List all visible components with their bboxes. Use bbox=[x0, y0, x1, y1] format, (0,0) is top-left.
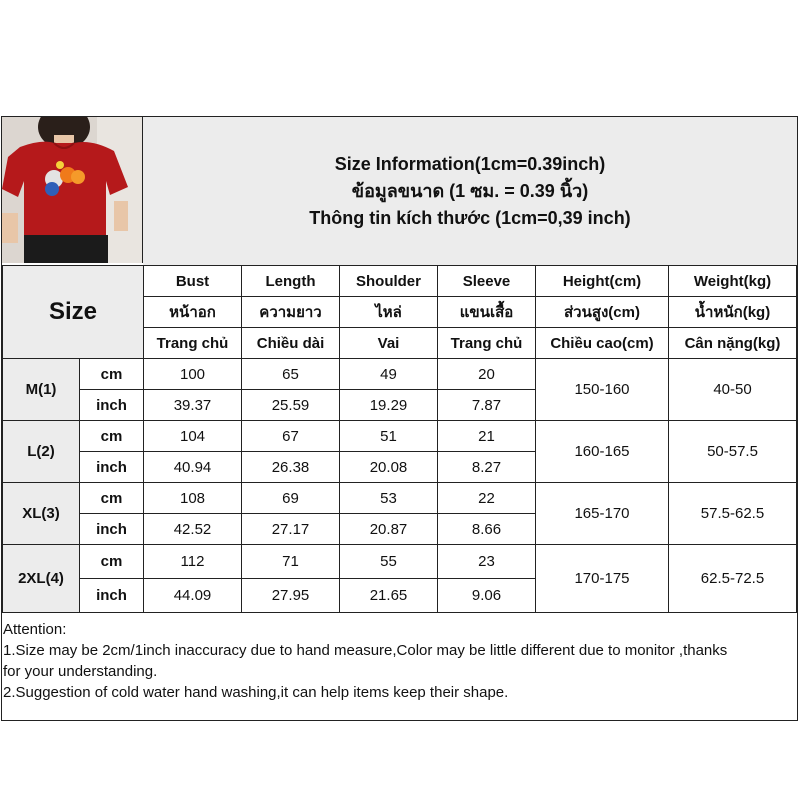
col-weight-vi: Cân nặng(kg) bbox=[669, 328, 797, 359]
col-shoulder-vi: Vai bbox=[340, 328, 438, 359]
l-shoulder-inch: 20.08 bbox=[340, 452, 438, 483]
header-title-en: Size Information(1cm=0.39inch) bbox=[334, 153, 606, 174]
2xl-bust-inch: 44.09 bbox=[144, 579, 242, 613]
unit-cm: cm bbox=[80, 545, 144, 579]
size-2xl-label: 2XL(4) bbox=[3, 545, 80, 613]
xl-sleeve-cm: 22 bbox=[438, 483, 536, 514]
m-shoulder-inch: 19.29 bbox=[340, 390, 438, 421]
m-sleeve-cm: 20 bbox=[438, 359, 536, 390]
size-xl-label: XL(3) bbox=[3, 483, 80, 545]
l-shoulder-cm: 51 bbox=[340, 421, 438, 452]
2xl-sleeve-inch: 9.06 bbox=[438, 579, 536, 613]
l-sleeve-inch: 8.27 bbox=[438, 452, 536, 483]
xl-height: 165-170 bbox=[536, 483, 669, 545]
2xl-length-inch: 27.95 bbox=[242, 579, 340, 613]
xl-shoulder-cm: 53 bbox=[340, 483, 438, 514]
size-l-label: L(2) bbox=[3, 421, 80, 483]
unit-inch: inch bbox=[80, 390, 144, 421]
col-sleeve-vi: Trang chủ bbox=[438, 328, 536, 359]
col-length-vi: Chiều dài bbox=[242, 328, 340, 359]
l-length-inch: 26.38 bbox=[242, 452, 340, 483]
2xl-sleeve-cm: 23 bbox=[438, 545, 536, 579]
attention-notes bbox=[3, 619, 797, 703]
col-bust-th: หน้าอก bbox=[144, 297, 242, 328]
m-bust-inch: 39.37 bbox=[144, 390, 242, 421]
unit-cm: cm bbox=[80, 483, 144, 514]
m-sleeve-inch: 7.87 bbox=[438, 390, 536, 421]
col-weight-en: Weight(kg) bbox=[669, 266, 797, 297]
size-table bbox=[2, 265, 797, 613]
notes-line-2: 2.Suggestion of cold water hand washing,it can help items keep their shape. bbox=[3, 684, 509, 701]
xl-bust-inch: 42.52 bbox=[144, 514, 242, 545]
l-length-cm: 67 bbox=[242, 421, 340, 452]
size-info-header bbox=[143, 117, 797, 265]
m-weight: 40-50 bbox=[669, 359, 797, 421]
col-sleeve-th: แขนเสื้อ bbox=[438, 297, 536, 328]
xl-length-inch: 27.17 bbox=[242, 514, 340, 545]
col-length-en: Length bbox=[242, 266, 340, 297]
col-height-en: Height(cm) bbox=[536, 266, 669, 297]
col-length-th: ความยาว bbox=[242, 297, 340, 328]
2xl-bust-cm: 112 bbox=[144, 545, 242, 579]
m-length-cm: 65 bbox=[242, 359, 340, 390]
unit-cm: cm bbox=[80, 421, 144, 452]
col-bust-vi: Trang chủ bbox=[144, 328, 242, 359]
col-weight-th: น้ำหนัก(kg) bbox=[669, 297, 797, 328]
l-sleeve-cm: 21 bbox=[438, 421, 536, 452]
col-height-th: ส่วนสูง(cm) bbox=[536, 297, 669, 328]
header-title-th: ข้อมูลขนาด (1 ซม. = 0.39 นิ้ว) bbox=[351, 180, 589, 201]
col-height-vi: Chiều cao(cm) bbox=[536, 328, 669, 359]
2xl-weight: 62.5-72.5 bbox=[669, 545, 797, 613]
notes-line-1: 1.Size may be 2cm/1inch inaccuracy due to hand measure,Color may be little different due to monitor ,thanks bbox=[3, 642, 728, 659]
l-bust-inch: 40.94 bbox=[144, 452, 242, 483]
2xl-height: 170-175 bbox=[536, 545, 669, 613]
xl-shoulder-inch: 20.87 bbox=[340, 514, 438, 545]
size-header: Size bbox=[3, 266, 144, 359]
xl-weight: 57.5-62.5 bbox=[669, 483, 797, 545]
col-sleeve-en: Sleeve bbox=[438, 266, 536, 297]
unit-inch: inch bbox=[80, 514, 144, 545]
model-shirt-illustration bbox=[2, 117, 142, 263]
notes-line-1-cont: for your understanding. bbox=[3, 663, 158, 680]
col-shoulder-en: Shoulder bbox=[340, 266, 438, 297]
m-length-inch: 25.59 bbox=[242, 390, 340, 421]
unit-cm: cm bbox=[80, 359, 144, 390]
xl-sleeve-inch: 8.66 bbox=[438, 514, 536, 545]
col-shoulder-th: ไหล่ bbox=[340, 297, 438, 328]
product-photo bbox=[2, 117, 143, 263]
xl-length-cm: 69 bbox=[242, 483, 340, 514]
unit-inch: inch bbox=[80, 579, 144, 613]
2xl-shoulder-inch: 21.65 bbox=[340, 579, 438, 613]
size-m-label: M(1) bbox=[3, 359, 80, 421]
m-bust-cm: 100 bbox=[144, 359, 242, 390]
xl-bust-cm: 108 bbox=[144, 483, 242, 514]
l-bust-cm: 104 bbox=[144, 421, 242, 452]
unit-inch: inch bbox=[80, 452, 144, 483]
l-weight: 50-57.5 bbox=[669, 421, 797, 483]
m-height: 150-160 bbox=[536, 359, 669, 421]
m-shoulder-cm: 49 bbox=[340, 359, 438, 390]
2xl-shoulder-cm: 55 bbox=[340, 545, 438, 579]
2xl-length-cm: 71 bbox=[242, 545, 340, 579]
header-title-vi: Thông tin kích thước (1cm=0,39 inch) bbox=[309, 207, 631, 228]
notes-title: Attention: bbox=[3, 621, 67, 638]
col-bust-en: Bust bbox=[144, 266, 242, 297]
l-height: 160-165 bbox=[536, 421, 669, 483]
